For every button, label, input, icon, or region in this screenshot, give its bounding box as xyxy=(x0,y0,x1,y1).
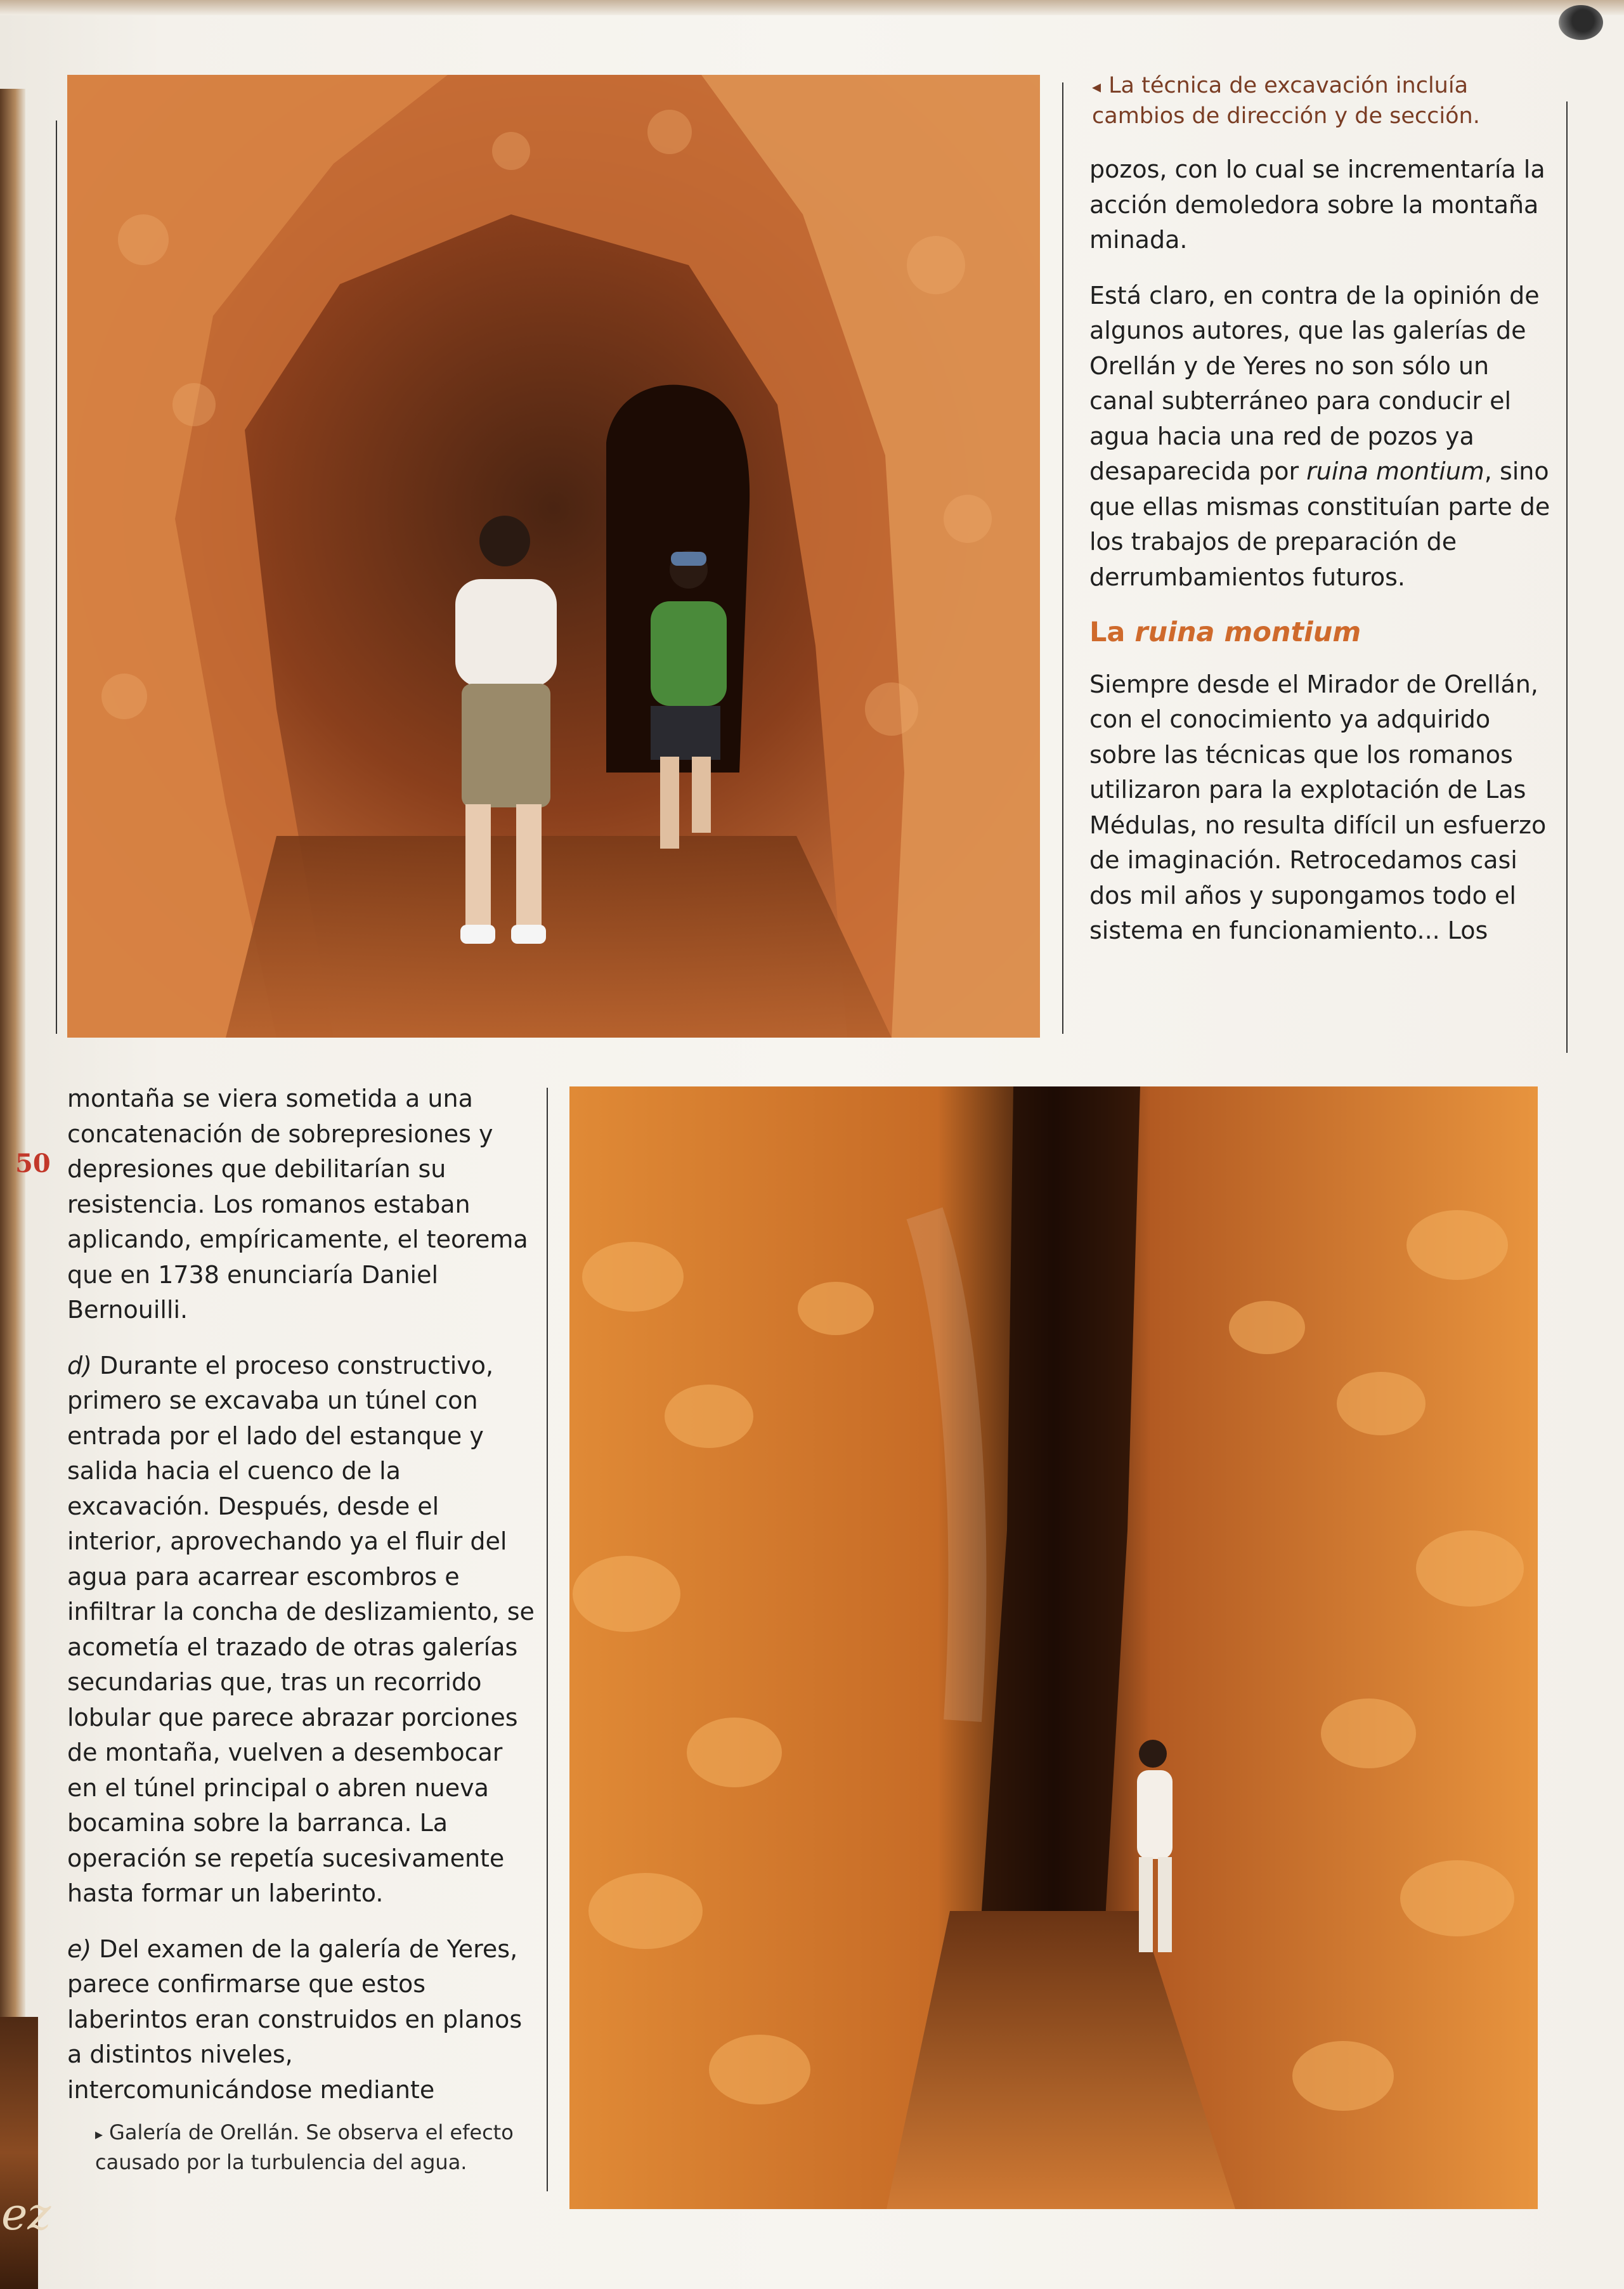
section-heading: La ruina montium xyxy=(1089,616,1361,648)
column-divider-top-left xyxy=(56,121,57,1034)
adjacent-page-text: ez xyxy=(1,2188,51,2240)
right-column-text xyxy=(1089,152,1559,969)
adjacent-page-strip xyxy=(0,2017,38,2289)
paragraph: pozos, con lo cual se incrementaría la acción demoledora sobre la montaña minada. xyxy=(1089,155,1545,254)
page-binding-edge xyxy=(0,89,25,2289)
binder-ring-icon xyxy=(1559,5,1603,40)
column-divider-right xyxy=(1566,101,1568,1053)
caption-pointer-icon: ◂ xyxy=(1092,76,1101,97)
left-column-text xyxy=(67,1081,536,2128)
paragraph: Siempre desde el Mirador de Orellán, con el conocimiento ya adquirido sobre las técnicas que los romanos utilizaron para la explotación de Las Médulas, no resulta difícil un esfuerzo de imaginación. Retrocedamos casi dos mil años y supongamos todo el sistema en funcionamiento... Los xyxy=(1089,670,1547,944)
column-divider-top-right xyxy=(1062,82,1063,1034)
photo-gallery-orellan xyxy=(569,1086,1538,2209)
list-item: e) Del examen de la galería de Yeres, parece confirmarse que estos laberintos eran construidos en planos a distintos niveles, intercomunicándose mediante xyxy=(67,1934,523,2104)
paragraph: Está claro, en contra de la opinión de algunos autores, que las galerías de Orellán y de Yeres no son sólo un canal subterráneo para conducir el agua hacia una red de pozos ya desaparecida por ruina montium, sino que ellas mismas constituían parte de los trabajos de preparación de derrumbamientos futuros. xyxy=(1089,281,1550,591)
page-top-edge xyxy=(0,0,1624,15)
paragraph: montaña se viera sometida a una concatenación de sobrepresiones y depresiones que debilitarían su resistencia. Los romanos estaban aplicando, empíricamente, el teorema que en 1738 enunciaría Daniel Bernouilli. xyxy=(67,1085,528,1324)
caption-bottom: ▸ Galería de Orellán. Se observa el efecto causado por la turbulencia del agua. xyxy=(95,2120,514,2174)
column-divider-bottom xyxy=(547,1088,548,2191)
caption-top: ◂ La técnica de excavación incluía cambios de dirección y de sección. xyxy=(1092,73,1480,129)
caption-pointer-icon: ▸ xyxy=(95,2125,103,2143)
photo-gallery-entrance xyxy=(67,75,1040,1038)
page-number: 50 xyxy=(15,1149,51,1178)
list-item: d) Durante el proceso constructivo, primero se excavaba un túnel con entrada por el lado del estanque y salida hacia el cuenco de la excavación. Después, desde el interior, aprovechando ya el fluir del agua para acarrear escombros e infiltrar la concha de deslizamiento, se acometía el trazado de otras galerías secundarias que, tras un recorrido lobular que parece abrazar porciones de montaña, vuelven a desembocar en el túnel principal o abren nueva bocamina sobre la barranca. La operación se repetía sucesivamente hasta formar un laberinto. xyxy=(67,1351,535,1907)
